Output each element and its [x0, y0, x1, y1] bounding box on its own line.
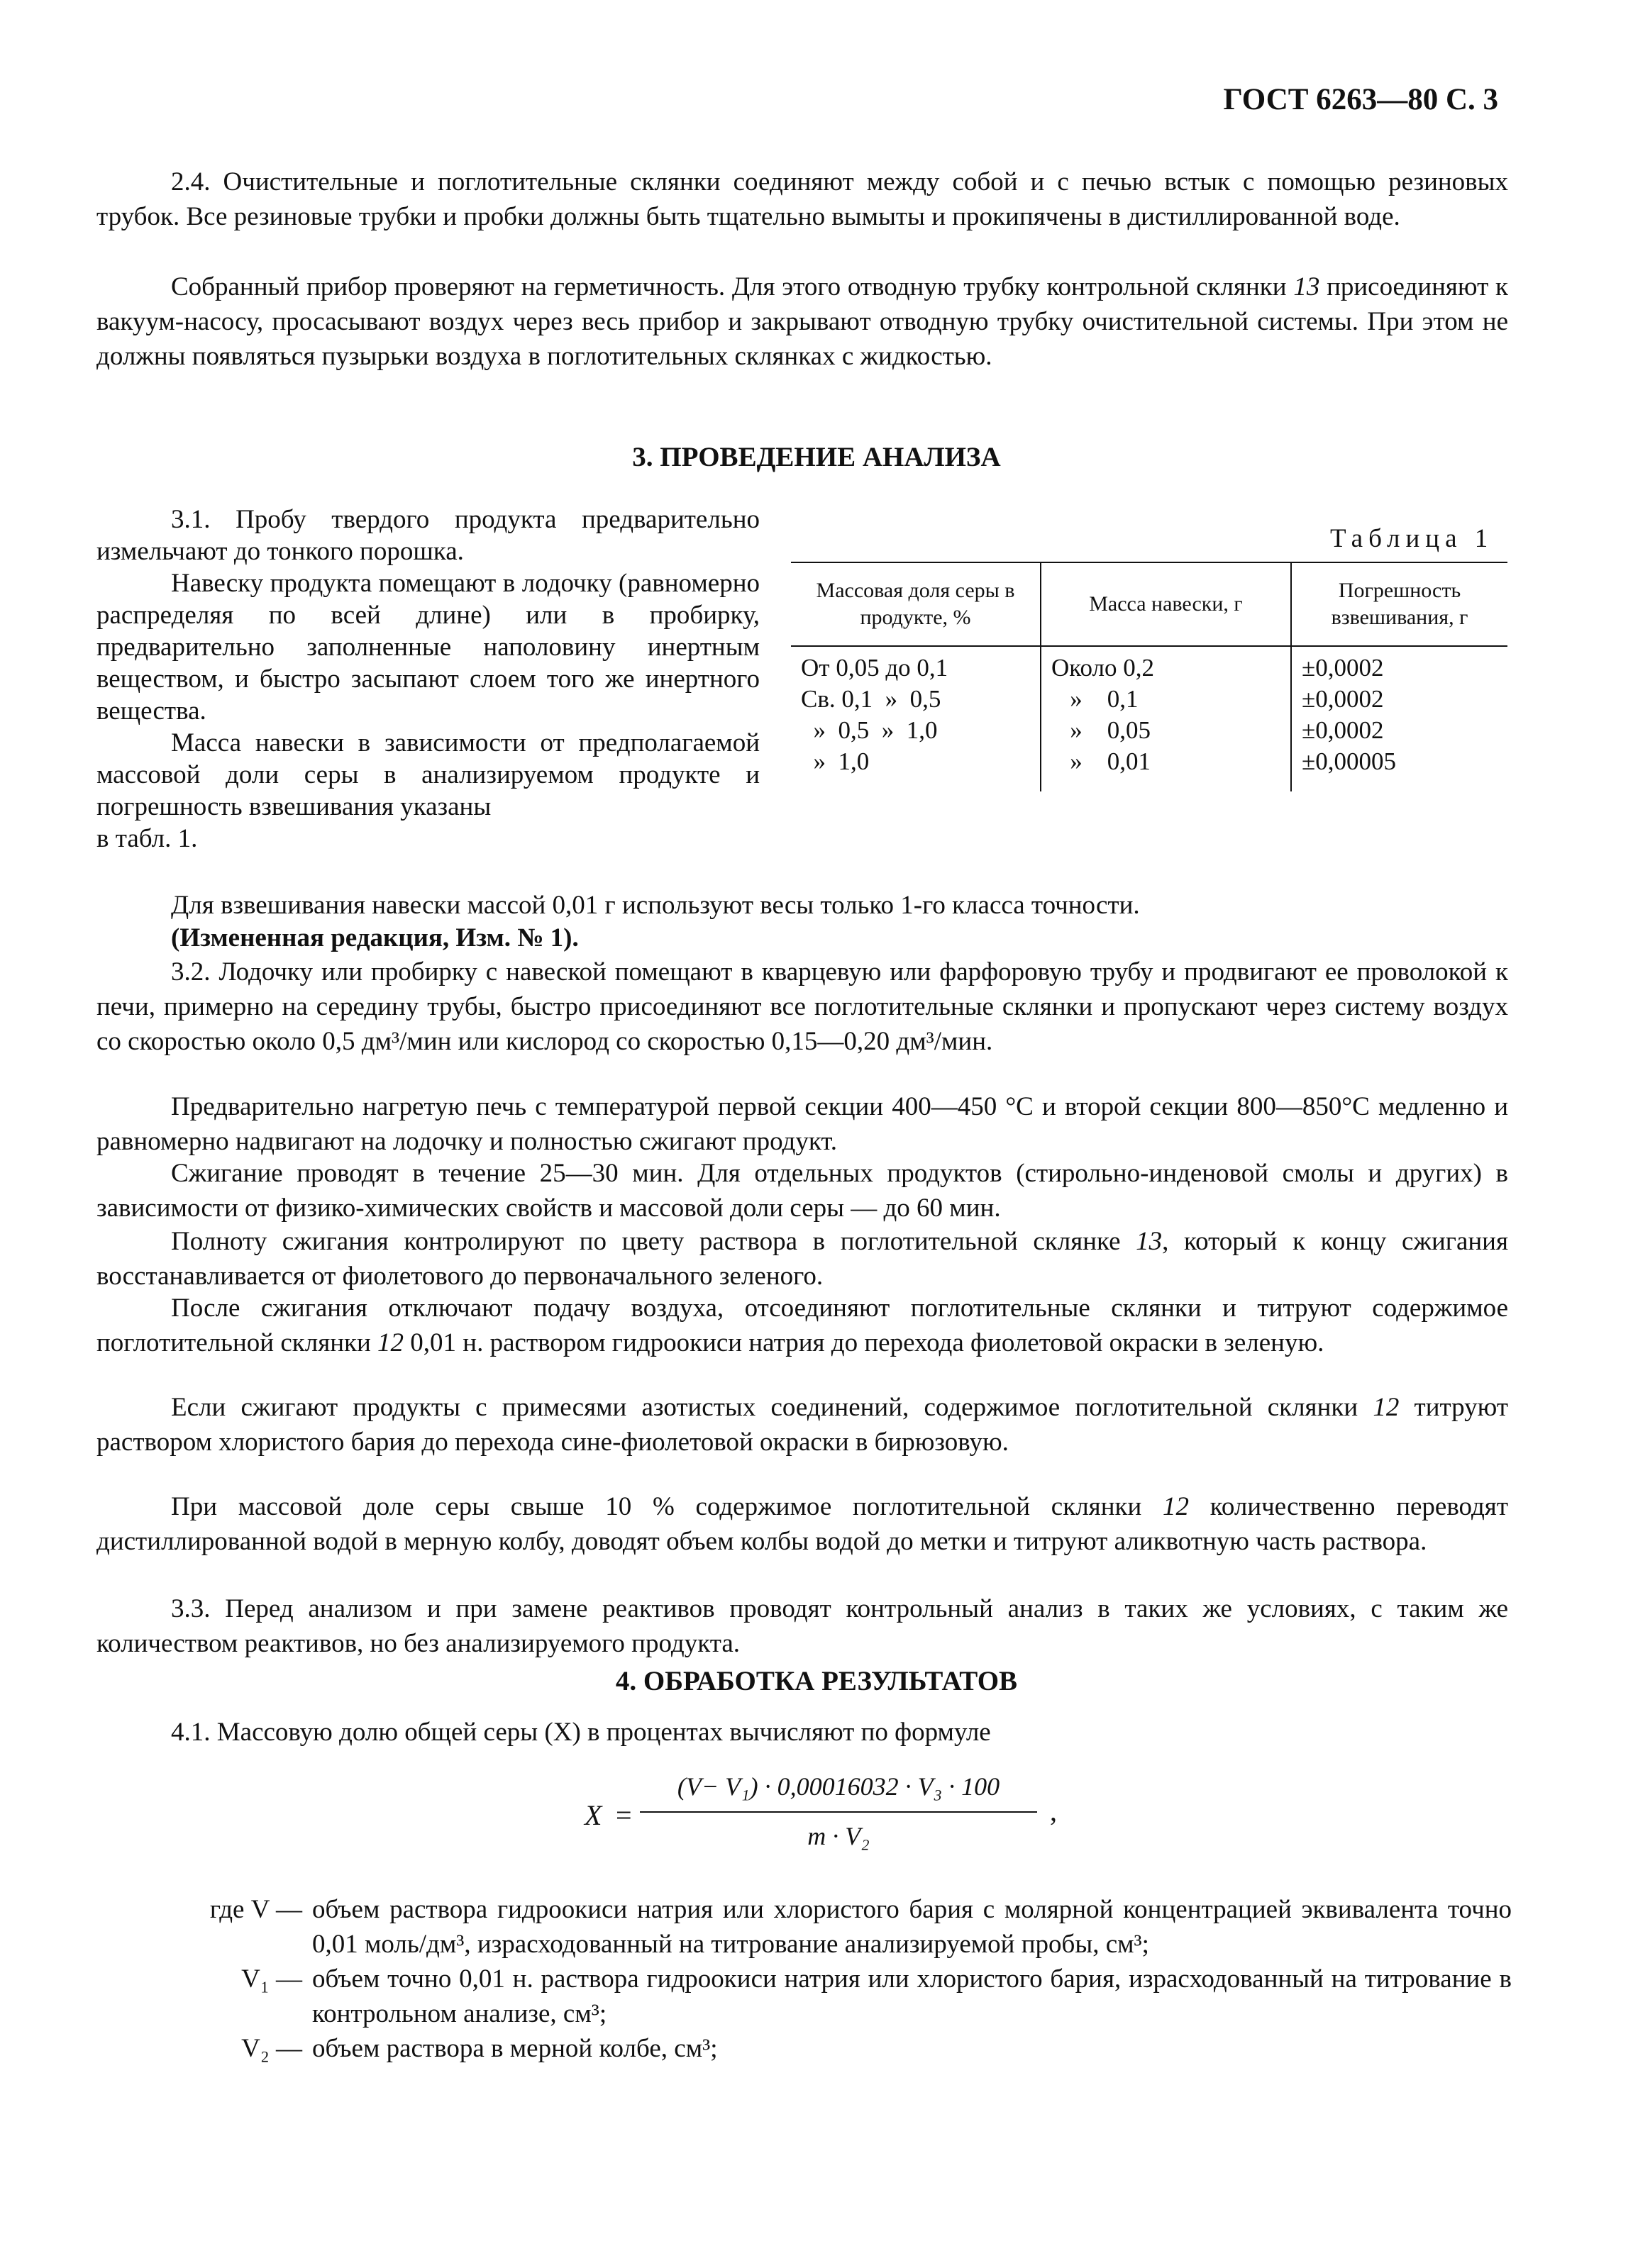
- paragraph-massa: Масса навески в зависимости от предполагаемой массовой доли серы в анализируемом продукте и погрешность взвешивания указаны: [96, 728, 760, 821]
- formula: [553, 1772, 1057, 1864]
- paragraph-2-4: 2.4. Очистительные и поглотительные склянки соединяют между собой и с печью встык с помощью резиновых трубок. Все резиновые трубки и пробки должны быть тщательно вымыты и прокипячены в дистиллированной воде.: [96, 167, 1508, 231]
- definition-text: объем точно 0,01 н. раствора гидроокиси натрия или хлористого бария, израсходованный на титрование в контрольном анализе, см³;: [312, 1964, 1512, 2028]
- paragraph-4-1: 4.1. Массовую долю общей серы (X) в процентах вычисляют по формуле: [171, 1718, 991, 1747]
- formula-numerator: (V− V₁) · 0,00016032 · V₃ · 100: [677, 1772, 1000, 1801]
- table-caption: Таблица 1: [1330, 524, 1494, 553]
- paragraph-3-1: 3.1. Пробу твердого продукта предварительно измельчают до тонкого порошка.: [96, 505, 760, 566]
- paragraph-tabl-ref: в табл. 1.: [96, 824, 198, 853]
- definition-item: [96, 1962, 1512, 2031]
- paragraph-izm: (Измененная редакция, Изм. № 1).: [171, 923, 579, 952]
- table-1: [791, 562, 1507, 791]
- formula-comma: ,: [1050, 1795, 1057, 1827]
- definition-item: [96, 2031, 1512, 2066]
- table-header-cell: Погрешность взвешивания, г: [1291, 562, 1507, 646]
- formula-equals: =: [616, 1799, 632, 1831]
- definitions-list: [96, 1892, 1512, 2066]
- table-header-cell: Массовая доля серы в продукте, %: [791, 562, 1041, 646]
- paragraph-3-3: 3.3. Перед анализом и при замене реактивов проводят контрольный анализ в таких же условиях, с таким же количеством реактивов, но без анализируемого продукта.: [96, 1594, 1508, 1658]
- formula-lhs: X: [585, 1799, 602, 1831]
- paragraph-szhiganie: Сжигание проводят в течение 25—30 мин. Для отдельных продуктов (стирольно-инденовой смолы и других) в зависимости от физико-химических свойств и массовой доли серы — до 60 мин.: [96, 1159, 1508, 1223]
- paragraph-pech: Предварительно нагретую печь с температурой первой секции 400—450 °С и второй секции 800—850°С медленно и равномерно надвигают на лодочку и полностью сжигают продукт.: [96, 1092, 1508, 1156]
- paragraph-posle: После сжигания отключают подачу воздуха, отсоединяют поглотительные склянки и титруют содержимое поглотительной склянки 12 0,01 н. раствором гидроокиси натрия до перехода фиолетовой окраски в зеленую.: [96, 1294, 1508, 1357]
- paragraph-leak-check: Собранный прибор проверяют на герметичность. Для этого отводную трубку контрольной склянки 13 присоединяют к вакуум-насосу, просасывают воздух через весь прибор и закрывают отводную трубку очистительной системы. При этом не должны появляться пузырьки воздуха в поглотительных склянках с жидкостью.: [96, 272, 1508, 371]
- paragraph-navesku: Навеску продукта помещают в лодочку (равномерно распределяя по всей длине) или в пробирку, предварительно заполненные наполовину инертным веществом, и быстро засыпают слоем того же инертного вещества.: [96, 569, 760, 726]
- table-cell: Около 0,2 » 0,1 » 0,05 » 0,01: [1041, 646, 1291, 791]
- definition-term: где V —: [209, 1895, 302, 1924]
- formula-fraction-bar: [640, 1811, 1037, 1813]
- section-4-heading: 4. ОБРАБОТКА РЕЗУЛЬТАТОВ: [615, 1666, 1018, 1696]
- left-column-text: [96, 504, 760, 855]
- definition-term: V₂ —: [241, 2034, 302, 2063]
- paragraph-esli: Если сжигают продукты с примесями азотистых соединений, содержимое поглотительной склянки 12 титруют раствором хлористого бария до перехода сине-фиолетовой окраски в бирюзовую.: [96, 1393, 1508, 1457]
- formula-denominator: m · V₂: [807, 1822, 870, 1850]
- table-row: [791, 646, 1507, 791]
- definition-term: V₁ —: [241, 1964, 302, 1994]
- paragraph-vesy: Для взвешивания навески массой 0,01 г используют весы только 1-го класса точности.: [171, 891, 1140, 920]
- definition-text: объем раствора гидроокиси натрия или хлористого бария с молярной концентрацией эквивалента точно 0,01 моль/дм³, израсходованный на титрование анализируемой пробы, см³;: [312, 1895, 1512, 1959]
- page-header: ГОСТ 6263—80 С. 3: [1223, 83, 1498, 116]
- table-header-cell: Масса навески, г: [1041, 562, 1291, 646]
- definition-text: объем раствора в мерной колбе, см³;: [312, 2034, 718, 2063]
- paragraph-3-2: 3.2. Лодочку или пробирку с навеской помещают в кварцевую или фарфоровую трубу и продвигают ее проволокой к печи, примерно на середину трубы, быстро присоединяют все поглотительные склянки и пропускают через систему воздух со скоростью около 0,5 дм³/мин или кислород со скоростью 0,15—0,20 дм³/мин.: [96, 957, 1508, 1056]
- table-cell: От 0,05 до 0,1 Св. 0,1 » 0,5 » 0,5 » 1,0 » 1,0: [801, 654, 948, 775]
- table-cell: ±0,0002 ±0,0002 ±0,0002 ±0,00005: [1291, 646, 1507, 791]
- paragraph-pri: При массовой доле серы свыше 10 % содержимое поглотительной склянки 12 количественно переводят дистиллированной водой в мерную колбу, доводят объем колбы водой до метки и титруют аликвотную часть раствора.: [96, 1492, 1508, 1556]
- paragraph-polnotu: Полноту сжигания контролируют по цвету раствора в поглотительной склянке 13, который к концу сжигания восстанавливается от фиолетового до первоначального зеленого.: [96, 1227, 1508, 1291]
- section-3-heading: 3. ПРОВЕДЕНИЕ АНАЛИЗА: [632, 442, 1001, 472]
- definition-item: [96, 1892, 1512, 1962]
